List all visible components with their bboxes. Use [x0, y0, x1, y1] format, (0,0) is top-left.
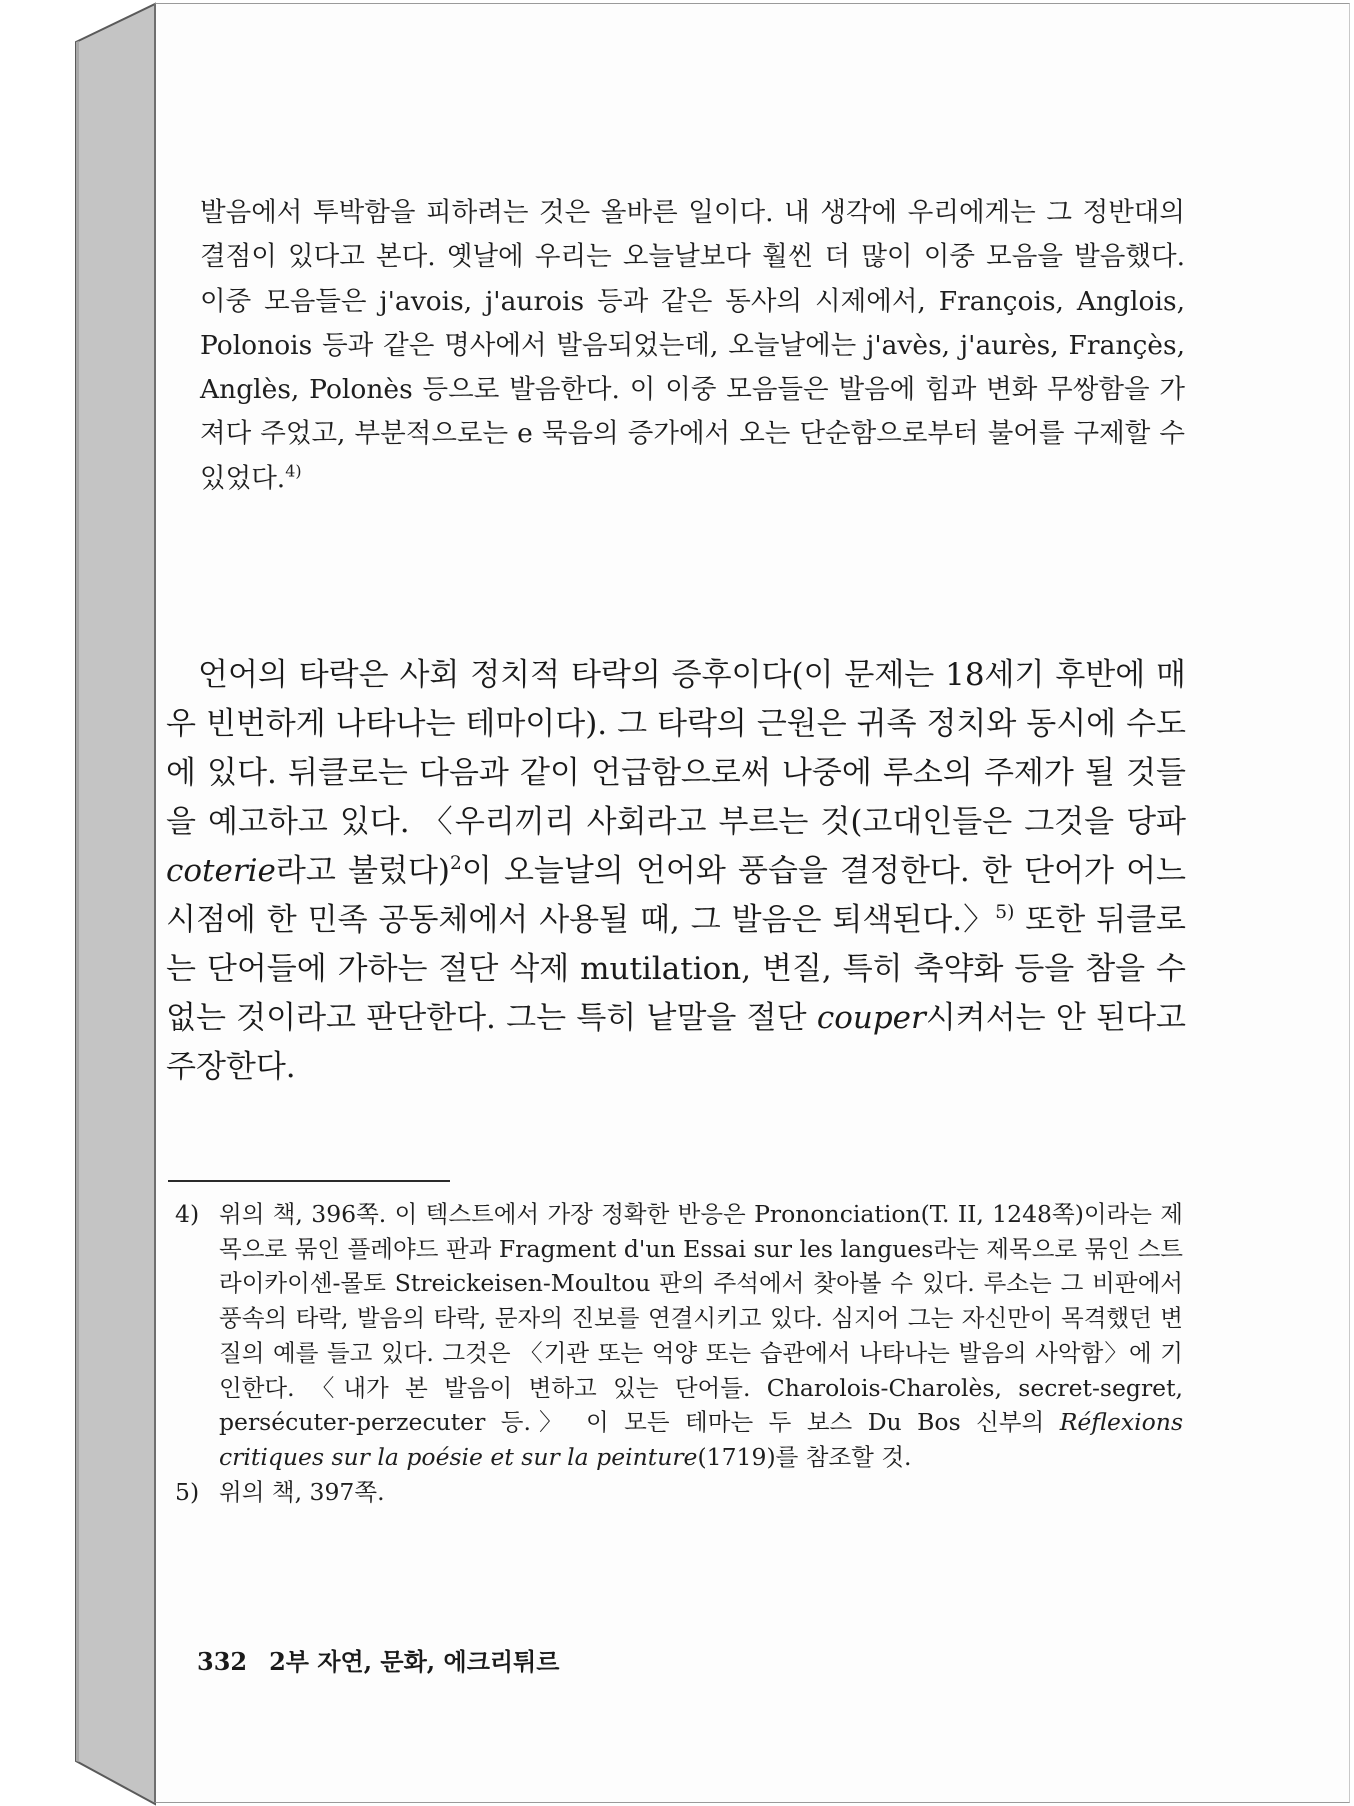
- footnote-text: [219, 1197, 1183, 1475]
- footnote-4: [175, 1197, 1183, 1475]
- block-quote: [200, 191, 1185, 501]
- footnote-ref-2: 2: [449, 852, 462, 874]
- footnote-ref-4: 4): [285, 461, 302, 481]
- page-number: 332: [197, 1647, 248, 1676]
- footnote-ref-5: 5): [995, 901, 1015, 923]
- footnote-text: 위의 책, 397쪽.: [219, 1477, 385, 1506]
- body-text-2: 라고 불렀다): [275, 853, 450, 889]
- body-text-3: 이 오늘날의 언어와 풍습을 결정한다. 한 단어가 어느 시점에 한 민족 공동체에서 사용될 때, 그 발음은 퇴색된다.〉: [166, 853, 1186, 938]
- footnote-number: 4): [175, 1200, 200, 1228]
- body-text-4: 또한 뒤클로는 단어들에 가하는 절단 삭제 mutilation, 변질, 특히 축약화 등을 참을 수 없는 것이라고 판단한다. 그는 특히 낱말을 절단: [166, 902, 1186, 1036]
- term-coterie: coterie: [166, 853, 276, 889]
- footnote-5: [175, 1475, 1183, 1510]
- term-couper: couper: [816, 1000, 926, 1036]
- body-text-1: 언어의 타락은 사회 정치적 타락의 증후이다(이 문제는 18세기 후반에 매우 빈번하게 나타나는 테마이다). 그 타락의 근원은 귀족 정치와 동시에 수도에 있다. 뒤클로는 다음과 같이 언급함으로써 나중에 루소의 주제가 될 것들을 예고하고 있다. 〈우리끼리 사회라고 부르는 것(고대인들은 그것을 당파: [166, 657, 1186, 840]
- book-spine-edge: [0, 0, 160, 1806]
- body-text-5: 시켜서는 안 된다고 주장한다.: [166, 1000, 1186, 1085]
- quote-text: 발음에서 투박함을 피하려는 것은 올바른 일이다. 내 생각에 우리에게는 그 정반대의 결점이 있다고 본다. 옛날에 우리는 오늘날보다 훨씬 더 많이 이중 모음을 발음했다. 이중 모음들은 j'avois, j'aurois 등과 같은 동사의 시제에서, François, Anglois, Polonois 등과 같은 명사에서 발음되었는데, 오늘날에는 j'avès, j'aurès, Françès, Anglès, Polonès 등으로 발음한다. 이 이중 모음들은 발음에 힘과 변화 무쌍함을 가져다 주었고, 부분적으로는 e 묵음의 증가에서 오는 단순함으로부터 불어를 구제할 수 있었다.: [200, 197, 1185, 494]
- footnotes: [175, 1197, 1183, 1509]
- quote-paragraph: [200, 191, 1185, 501]
- paragraph: [166, 651, 1186, 1092]
- section-title: 2부 자연, 문화, 에크리튀르: [269, 1647, 560, 1676]
- cited-title: Réflexions critiques sur la poésie et sur la peinture: [219, 1408, 1183, 1471]
- footnote-text-a: 위의 책, 396쪽. 이 텍스트에서 가장 정확한 반응은 Prononciation(T. II, 1248쪽)이라는 제목으로 묶인 플레야드 판과 Fragment d'un Essai sur les langues라는 제목으로 묶인 스트라이카이센-몰토 Streickeisen-Moultou 판의 주석에서 찾아볼 수 있다. 루소는 그 비판에서 풍속의 타락, 발음의 타락, 문자의 진보를 연결시키고 있다. 심지어 그는 자신만이 목격했던 변질의 예를 들고 있다. 그것은 〈기관 또는 억양 또는 습관에서 나타나는 발음의 사악함〉에 기인한다. 〈내가 본 발음이 변하고 있는 단어들. Charolois-Charolès, secret-segret, persécuter-perzecuter 등.〉 이 모든 테마는 두 보스 Du Bos 신부의: [219, 1200, 1183, 1437]
- footnote-text-b: (1719)를 참조할 것.: [697, 1442, 912, 1471]
- main-paragraph: [166, 651, 1186, 1092]
- footnote-divider: [168, 1180, 450, 1182]
- footnote-number: 5): [175, 1477, 200, 1506]
- running-footer: [197, 1642, 559, 1677]
